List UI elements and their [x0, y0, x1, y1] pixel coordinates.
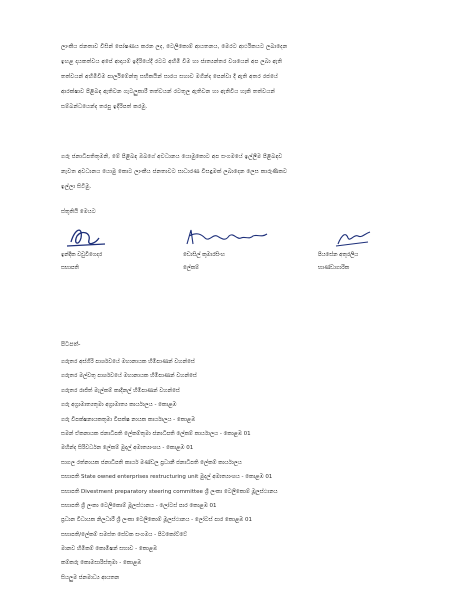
copy-recipient: සභාපති/ලේකම් සමස්ත සේවක සංගමය - පිටකෝට්ටේ — [61, 531, 188, 538]
signature-block-president — [61, 224, 151, 274]
copy-recipient: ගරුතර රාජිත් මැල්කම් කාදිනල් හිමිපාණන් වහන්සේ — [61, 387, 180, 394]
copy-recipient: මානව හිමිකම් කොමිෂන් සභාව - කොළඹ — [61, 546, 158, 553]
copy-recipient: සියලුම ජනමාධ්‍ය ආයතන — [61, 574, 120, 581]
signatory-name: ඉන්දික වඩුවිගෙදර — [61, 252, 103, 258]
copy-recipient: සභාපති State owned enterprises restructuring unit මුදල් අමාත්‍යාංශය - කොළඹ 01 — [61, 474, 273, 481]
signatory-name: පියසේන අතුරලිය — [318, 252, 359, 258]
paragraph-line: තත්වයන් අහිමිවීම පාර්ලිමේන්තු සභිකයින් සාරය සහාව මගින්ද පෙන්වා දී ඇති අතර රජයේ — [61, 74, 279, 80]
copy-recipient: ගරුතර අස්ගිරි පාර්ශවයේ මහානායක හිමිපාණන් වහන්සේ — [61, 359, 195, 365]
signatory-name: ඩොසිල් කුමාරසිංහ — [183, 252, 225, 258]
paragraph-line: ඉහළ දායකත්වය අපේ ආදායම් ඉදිරියේදී රටට අහිමි වීම හා ජාත්‍යන්තර වශයෙන් අප ලබා ඇති — [61, 59, 283, 65]
copy-recipient: ගරුතර මල්වතු පාර්ශවයේ මහානායක හිමිපාණන් වහන්සේ — [61, 373, 197, 380]
paragraph-line: ඉල්ලා සිටිමු. — [61, 184, 92, 190]
copy-recipient: ප්‍රධාන විධායක නිලධාරී ශ්‍රී ලංකා ටෙලිකොම් මූලස්ථානය - ලෝටස් පාර කොළඹ 01 — [61, 517, 252, 524]
copies-heading: පිටපත්- — [61, 341, 81, 348]
signature-block-secretary — [183, 224, 273, 274]
copy-recipient: සභාපති Divestment preparatory steering committee ශ්‍රී ලංකා ටෙලිකොම් මූලස්ථානය — [61, 488, 278, 495]
body-paragraph-2 — [61, 150, 421, 195]
body-paragraph-1 — [61, 40, 421, 115]
paragraph-line: නැවත අවධානය යොමු කොට ලාංකීය ජනතාවට සාධාරණ විසඳුමක් ලබාදෙන ලෙස කාරුණිකව — [61, 169, 288, 175]
paragraph-line: ලාංකීය ජනතාව විසින් පෝෂණය කරන ලද, ටෙලිකොම් ආයතනය, මෙරට ආර්ථිකයට ලබාදෙන — [61, 44, 288, 50]
paragraph-line: ආරක්ෂාව පිළිබඳ ඇතිවන ගැටලුකාරී තත්වයන් රටතුල ඇතිවන හා ඇතිවිය හැකි තත්වයන් — [61, 89, 275, 95]
copy-recipient: සාගල රත්නායක ජනාධිපති කාර්ය මණ්ඩල ප්‍රධානී ජනාධිපති ලේකම් කාර්යාලය — [61, 459, 242, 466]
copy-recipient: සමන් ඒකනායක ජනාධිපති ලේකම්තුමා ජනාධිපති ලේකම් කාර්යාලය - කොළඹ 01 — [61, 430, 251, 437]
copy-recipient: සභාපති ශ්‍රී ලංකා ටෙලිකොම් මූලස්ථානය - ලෝටස් පාර කොළඹ 01 — [61, 502, 217, 509]
signatory-role: සභාපති — [61, 265, 79, 271]
copy-recipient: කම්කරු කොමසාරිස්තුමා - කොළඹ — [61, 560, 142, 567]
signatory-role: භාණ්ඩාගාරික — [318, 265, 350, 271]
copy-recipient: ගරු අග්‍රාමාත්‍යතුමා අග්‍රාමාත්‍ය කාර්යාලය - කොළඹ — [61, 402, 177, 409]
handwritten-signature-1 — [61, 224, 121, 250]
paragraph-line: ගරු ජනාධිපතිතුමනි, මේ පිළිබඳ ඔබගේ අවධානය යොමුකොට අප සංගමයේ ඉල්ලීම පිළිබඳව — [61, 154, 283, 160]
copy-recipient: ගරු විපක්ෂනායකතුමා විපක්ෂ නායක කාර්යාලය - කොළඹ — [61, 416, 196, 423]
closing-line: ස්තූතියි මෙයට — [61, 209, 96, 215]
handwritten-signature-3 — [318, 224, 378, 250]
paragraph-line: සම්බන්ධයෙන්ද තරපු ඉදිරිපත් කරමු. — [61, 104, 148, 110]
copy-recipient: මහින්ද සිරිවර්ධන ලේකම් මුදල් අමාත්‍යාංශය - කොළඹ 01 — [61, 445, 194, 452]
copies-list — [61, 355, 441, 585]
signature-block-treasurer — [318, 224, 408, 274]
handwritten-signature-2 — [183, 224, 273, 250]
signatory-role: ලේකම් — [183, 265, 200, 271]
